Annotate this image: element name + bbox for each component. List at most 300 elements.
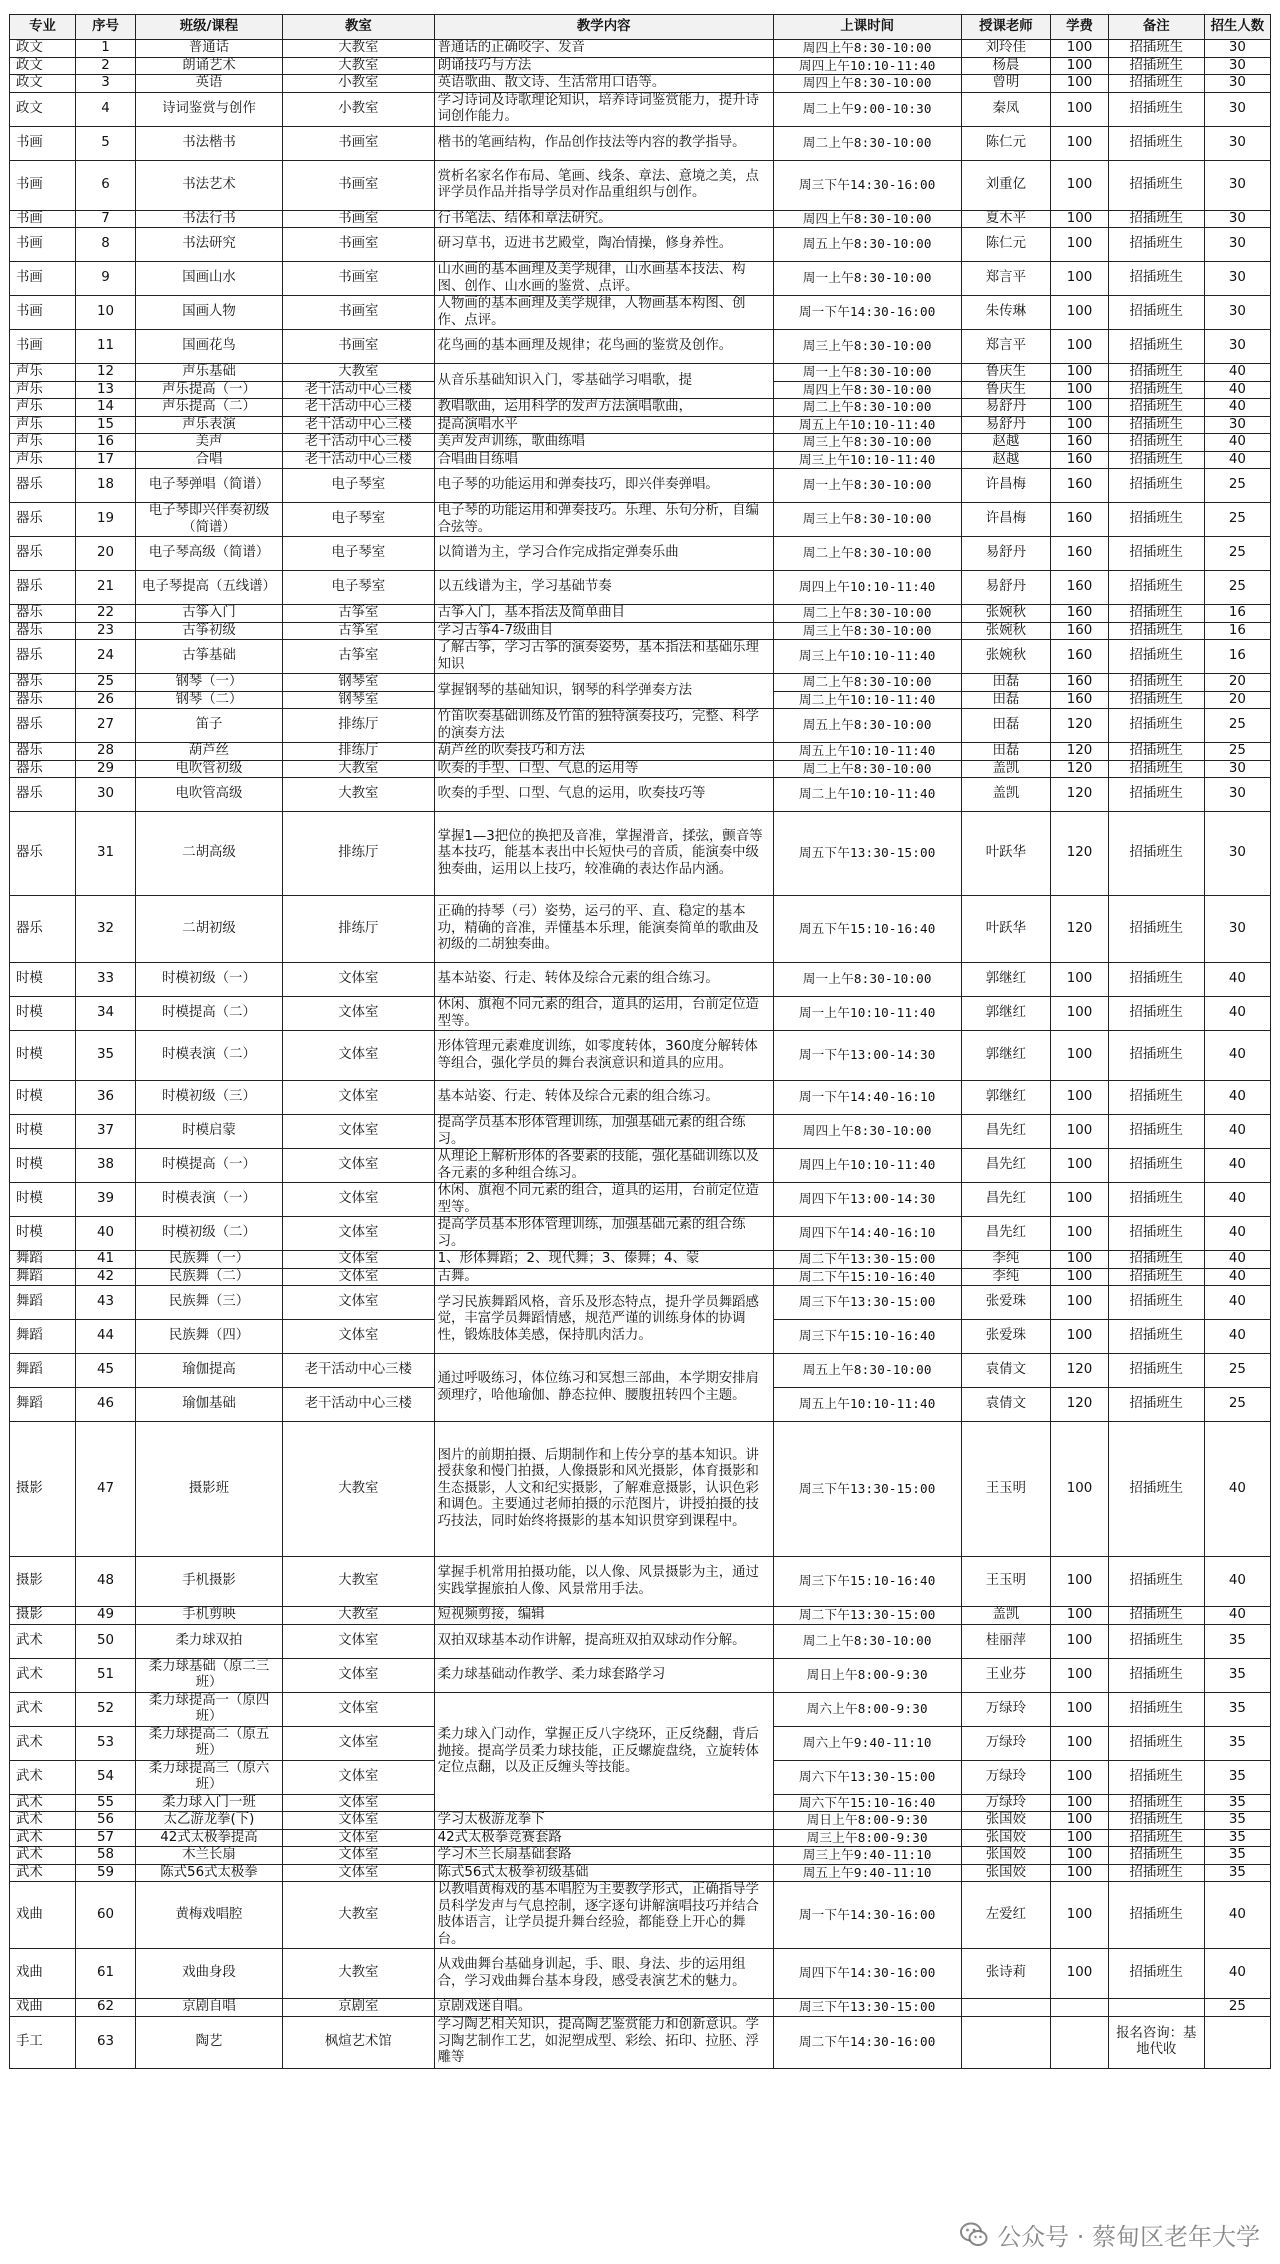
cell-course: 普通话 [135, 40, 282, 58]
table-row [10, 57, 1271, 75]
cell-room: 钢琴室 [283, 674, 434, 692]
cell-no: 33 [76, 963, 136, 997]
cell-room: 大教室 [283, 760, 434, 778]
cell-course: 时模初级（一） [135, 963, 282, 997]
cell-time: 周五上午8:30-10:00 [773, 228, 961, 262]
cell-quota: 30 [1204, 92, 1270, 126]
cell-time: 周二下午14:30-16:00 [773, 2016, 961, 2068]
cell-content: 学习诗词及诗歌理论知识，培养诗词鉴赏能力，提升诗词创作能力。 [434, 92, 773, 126]
cell-quota: 25 [1204, 1354, 1270, 1388]
cell-teacher: 秦凤 [961, 92, 1051, 126]
cell-content: 美声发声训练，歌曲练唱 [434, 434, 773, 452]
cell-content: 楷书的笔画结构，作品创作技法等内容的教学指导。 [434, 126, 773, 160]
cell-no: 13 [76, 381, 136, 399]
cell-major: 器乐 [10, 778, 76, 812]
table-row [10, 896, 1271, 963]
cell-content: 竹笛吹奏基础训练及竹笛的独特演奏技巧，完整、科学的演奏方法 [434, 709, 773, 743]
cell-room: 文体室 [283, 1692, 434, 1726]
cell-course: 书法艺术 [135, 160, 282, 210]
cell-no: 18 [76, 469, 136, 503]
cell-teacher: 田磊 [961, 709, 1051, 743]
cell-major: 器乐 [10, 469, 76, 503]
cell-no: 30 [76, 778, 136, 812]
cell-room: 文体室 [283, 1829, 434, 1847]
cell-content: 花鸟画的基本画理及规律；花鸟画的鉴赏及创作。 [434, 330, 773, 364]
cell-major: 时模 [10, 963, 76, 997]
cell-content: 学习陶艺相关知识，提高陶艺鉴赏能力和创新意识。学习陶艺制作工艺，如泥塑成型、彩绘、拓印、拉胚、浮雕等 [434, 2016, 773, 2068]
cell-room: 大教室 [283, 1422, 434, 1557]
cell-fee: 160 [1051, 451, 1109, 469]
cell-major: 政文 [10, 57, 76, 75]
cell-major: 时模 [10, 997, 76, 1031]
cell-no: 61 [76, 1949, 136, 1999]
cell-note: 招插班生 [1108, 296, 1204, 330]
table-row [10, 1999, 1271, 2017]
table-row [10, 399, 1271, 417]
cell-note: 招插班生 [1108, 640, 1204, 674]
cell-content: 电子琴的功能运用和弹奏技巧。乐理、乐句分析，自编合弦等。 [434, 503, 773, 537]
cell-course: 书法研究 [135, 228, 282, 262]
cell-note: 招插班生 [1108, 605, 1204, 623]
cell-note: 招插班生 [1108, 1268, 1204, 1286]
cell-course: 二胡高级 [135, 812, 282, 896]
cell-quota: 40 [1204, 1081, 1270, 1115]
table-row [10, 434, 1271, 452]
cell-content: 了解古筝，学习古筝的演奏姿势，基本指法和基础乐理知识 [434, 640, 773, 674]
cell-content: 以简谱为主，学习合作完成指定弹奏乐曲 [434, 537, 773, 571]
cell-course: 时模提高（二） [135, 997, 282, 1031]
cell-time: 周三下午14:30-16:00 [773, 160, 961, 210]
cell-room: 排练厅 [283, 709, 434, 743]
cell-major: 书画 [10, 160, 76, 210]
cell-quota: 30 [1204, 75, 1270, 93]
table-row [10, 674, 1271, 692]
table-row [10, 1624, 1271, 1658]
cell-room: 大教室 [283, 57, 434, 75]
cell-course: 陶艺 [135, 2016, 282, 2068]
cell-note: 招插班生 [1108, 381, 1204, 399]
cell-quota: 35 [1204, 1847, 1270, 1865]
header-fee: 学费 [1051, 15, 1109, 40]
cell-room: 大教室 [283, 778, 434, 812]
cell-time: 周日上午8:00-9:30 [773, 1812, 961, 1830]
cell-note: 招插班生 [1108, 434, 1204, 452]
cell-room: 大教室 [283, 1557, 434, 1607]
table-row [10, 2016, 1271, 2068]
cell-time: 周二上午8:30-10:00 [773, 537, 961, 571]
cell-note: 招插班生 [1108, 1760, 1204, 1794]
cell-quota: 35 [1204, 1794, 1270, 1812]
cell-note: 招插班生 [1108, 503, 1204, 537]
cell-time: 周二下午15:10-16:40 [773, 1268, 961, 1286]
cell-major: 时模 [10, 1115, 76, 1149]
cell-no: 4 [76, 92, 136, 126]
cell-fee: 100 [1051, 126, 1109, 160]
cell-fee: 120 [1051, 778, 1109, 812]
cell-major: 书画 [10, 126, 76, 160]
cell-note: 招插班生 [1108, 364, 1204, 382]
cell-major: 时模 [10, 1183, 76, 1217]
cell-fee: 100 [1051, 1847, 1109, 1865]
cell-fee: 100 [1051, 40, 1109, 58]
cell-teacher: 曾明 [961, 75, 1051, 93]
cell-course: 京剧自唱 [135, 1999, 282, 2017]
cell-note: 招插班生 [1108, 40, 1204, 58]
cell-quota: 30 [1204, 330, 1270, 364]
cell-room: 小教室 [283, 75, 434, 93]
cell-no: 53 [76, 1726, 136, 1760]
table-row [10, 622, 1271, 640]
cell-teacher: 张爱珠 [961, 1320, 1051, 1354]
cell-quota: 35 [1204, 1812, 1270, 1830]
cell-fee: 100 [1051, 1320, 1109, 1354]
cell-major: 时模 [10, 1149, 76, 1183]
cell-content: 学习古筝4-7级曲目 [434, 622, 773, 640]
cell-room: 电子琴室 [283, 503, 434, 537]
cell-note: 招插班生 [1108, 416, 1204, 434]
cell-content: 英语歌曲、散文诗、生活常用口语等。 [434, 75, 773, 93]
cell-content: 吹奏的手型、口型、气息的运用，吹奏技巧等 [434, 778, 773, 812]
cell-note: 招插班生 [1108, 399, 1204, 417]
header-room: 教室 [283, 15, 434, 40]
table-row [10, 126, 1271, 160]
table-row [10, 92, 1271, 126]
cell-fee: 100 [1051, 1268, 1109, 1286]
cell-quota: 30 [1204, 160, 1270, 210]
cell-no: 34 [76, 997, 136, 1031]
cell-room: 小教室 [283, 92, 434, 126]
cell-no: 10 [76, 296, 136, 330]
cell-quota [1204, 2016, 1270, 2068]
cell-quota: 25 [1204, 709, 1270, 743]
table-row [10, 1354, 1271, 1388]
cell-major: 书画 [10, 330, 76, 364]
cell-major: 武术 [10, 1794, 76, 1812]
cell-course: 柔力球双拍 [135, 1624, 282, 1658]
cell-teacher: 袁倩文 [961, 1388, 1051, 1422]
table-row [10, 1847, 1271, 1865]
cell-time: 周五上午10:10-11:40 [773, 416, 961, 434]
table-row [10, 330, 1271, 364]
header-content: 教学内容 [434, 15, 773, 40]
header-note: 备注 [1108, 15, 1204, 40]
cell-time: 周四下午14:40-16:10 [773, 1217, 961, 1251]
table-row [10, 1422, 1271, 1557]
cell-no: 28 [76, 743, 136, 761]
cell-room: 电子琴室 [283, 571, 434, 605]
cell-teacher: 张诗莉 [961, 1949, 1051, 1999]
cell-room: 大教室 [283, 364, 434, 382]
cell-note: 招插班生 [1108, 1320, 1204, 1354]
cell-content: 电子琴的功能运用和弹奏技巧，即兴伴奏弹唱。 [434, 469, 773, 503]
cell-major: 手工 [10, 2016, 76, 2068]
cell-content: 以教唱黄梅戏的基本唱腔为主要教学形式，正确指导学员科学发声与气息控制，逐字逐句讲解演唱技巧并结合肢体语言，让学员提升舞台经验，都能登上开心的舞台。 [434, 1882, 773, 1949]
cell-room: 古筝室 [283, 640, 434, 674]
cell-no: 32 [76, 896, 136, 963]
cell-quota: 35 [1204, 1760, 1270, 1794]
cell-teacher: 张国姣 [961, 1847, 1051, 1865]
watermark-text: 公众号 · 蔡甸区老年大学 [997, 2223, 1260, 2251]
cell-quota: 40 [1204, 1183, 1270, 1217]
cell-note: 招插班生 [1108, 1812, 1204, 1830]
cell-quota: 20 [1204, 674, 1270, 692]
cell-quota: 30 [1204, 57, 1270, 75]
cell-note: 招插班生 [1108, 963, 1204, 997]
header-major: 专业 [10, 15, 76, 40]
cell-course: 国画花鸟 [135, 330, 282, 364]
table-row [10, 228, 1271, 262]
cell-time: 周二上午8:30-10:00 [773, 760, 961, 778]
cell-content: 赏析名家名作布局、笔画、线条、章法、意境之美，点评学员作品并指导学员对作品重组织与创作。 [434, 160, 773, 210]
table-row [10, 1949, 1271, 1999]
table-row [10, 743, 1271, 761]
cell-note: 招插班生 [1108, 571, 1204, 605]
cell-major: 武术 [10, 1624, 76, 1658]
cell-major: 时模 [10, 1217, 76, 1251]
cell-no: 43 [76, 1286, 136, 1320]
cell-content: 柔力球入门动作，掌握正反八字绕环，正反绕翻，背后抛接。提高学员柔力球技能，正反螺旋盘绕，立旋转体定位点翻，以及正反缠头等技能。 [434, 1692, 773, 1812]
cell-course: 黄梅戏唱腔 [135, 1882, 282, 1949]
cell-major: 器乐 [10, 709, 76, 743]
cell-fee: 160 [1051, 503, 1109, 537]
cell-course: 电子琴高级（简谱） [135, 537, 282, 571]
cell-room: 电子琴室 [283, 469, 434, 503]
cell-time: 周四上午8:30-10:00 [773, 210, 961, 228]
cell-room: 排练厅 [283, 896, 434, 963]
cell-quota: 30 [1204, 416, 1270, 434]
cell-note: 招插班生 [1108, 537, 1204, 571]
cell-fee: 160 [1051, 640, 1109, 674]
cell-time: 周一上午10:10-11:40 [773, 997, 961, 1031]
cell-note: 招插班生 [1108, 1607, 1204, 1625]
cell-major: 武术 [10, 1726, 76, 1760]
cell-teacher: 张国姣 [961, 1829, 1051, 1847]
cell-teacher: 陈仁元 [961, 228, 1051, 262]
cell-course: 声乐表演 [135, 416, 282, 434]
cell-quota: 30 [1204, 760, 1270, 778]
cell-fee: 100 [1051, 262, 1109, 296]
cell-fee: 160 [1051, 469, 1109, 503]
cell-teacher: 陈仁元 [961, 126, 1051, 160]
cell-note: 招插班生 [1108, 92, 1204, 126]
cell-content: 提高学员基本形体管理训练，加强基础元素的组合练习。 [434, 1115, 773, 1149]
cell-content: 吹奏的手型、口型、气息的运用等 [434, 760, 773, 778]
table-row [10, 364, 1271, 382]
cell-room: 老干活动中心三楼 [283, 399, 434, 417]
cell-major: 书画 [10, 228, 76, 262]
cell-no: 9 [76, 262, 136, 296]
cell-time: 周二上午8:30-10:00 [773, 126, 961, 160]
cell-room: 大教室 [283, 1882, 434, 1949]
cell-time: 周一上午8:30-10:00 [773, 262, 961, 296]
cell-fee: 120 [1051, 812, 1109, 896]
cell-course: 声乐基础 [135, 364, 282, 382]
cell-major: 舞蹈 [10, 1354, 76, 1388]
cell-no: 11 [76, 330, 136, 364]
cell-course: 42式太极拳提高 [135, 1829, 282, 1847]
cell-content: 朗诵技巧与方法 [434, 57, 773, 75]
cell-course: 民族舞（四） [135, 1320, 282, 1354]
cell-teacher: 叶跃华 [961, 896, 1051, 963]
cell-major: 摄影 [10, 1557, 76, 1607]
cell-major: 器乐 [10, 503, 76, 537]
cell-time: 周六下午15:10-16:40 [773, 1794, 961, 1812]
cell-quota: 16 [1204, 640, 1270, 674]
cell-time: 周二上午10:10-11:40 [773, 778, 961, 812]
cell-major: 政文 [10, 75, 76, 93]
table-row [10, 1268, 1271, 1286]
cell-room: 书画室 [283, 160, 434, 210]
cell-room: 书画室 [283, 296, 434, 330]
wechat-icon [959, 2220, 989, 2250]
cell-no: 52 [76, 1692, 136, 1726]
cell-fee: 160 [1051, 605, 1109, 623]
cell-time: 周一上午8:30-10:00 [773, 963, 961, 997]
cell-major: 声乐 [10, 416, 76, 434]
cell-no: 41 [76, 1251, 136, 1269]
cell-time: 周三下午15:10-16:40 [773, 1557, 961, 1607]
cell-content: 柔力球基础动作教学、柔力球套路学习 [434, 1658, 773, 1692]
cell-note: 招插班生 [1108, 743, 1204, 761]
cell-fee: 100 [1051, 75, 1109, 93]
cell-room: 文体室 [283, 1081, 434, 1115]
table-body [10, 40, 1271, 2069]
cell-quota: 30 [1204, 228, 1270, 262]
cell-teacher: 昌先红 [961, 1183, 1051, 1217]
cell-course: 瑜伽基础 [135, 1388, 282, 1422]
cell-content: 1、形体舞蹈；2、现代舞；3、傣舞；4、蒙 [434, 1251, 773, 1269]
cell-course: 民族舞（二） [135, 1268, 282, 1286]
cell-note: 招插班生 [1108, 451, 1204, 469]
table-row [10, 296, 1271, 330]
cell-content: 掌握钢琴的基础知识，钢琴的科学弹奏方法 [434, 674, 773, 709]
cell-time: 周二上午9:00-10:30 [773, 92, 961, 126]
cell-room: 老干活动中心三楼 [283, 451, 434, 469]
cell-room: 文体室 [283, 1760, 434, 1794]
table-row [10, 1217, 1271, 1251]
cell-note: 招插班生 [1108, 1183, 1204, 1217]
cell-major: 摄影 [10, 1422, 76, 1557]
cell-no: 39 [76, 1183, 136, 1217]
cell-no: 36 [76, 1081, 136, 1115]
cell-quota: 40 [1204, 381, 1270, 399]
cell-note: 招插班生 [1108, 126, 1204, 160]
cell-teacher: 张国姣 [961, 1812, 1051, 1830]
cell-note: 招插班生 [1108, 1847, 1204, 1865]
cell-no: 54 [76, 1760, 136, 1794]
cell-teacher: 赵越 [961, 434, 1051, 452]
cell-major: 器乐 [10, 743, 76, 761]
cell-room: 文体室 [283, 1726, 434, 1760]
cell-fee: 100 [1051, 1949, 1109, 1999]
cell-fee: 100 [1051, 1115, 1109, 1149]
cell-room: 老干活动中心三楼 [283, 434, 434, 452]
cell-major: 器乐 [10, 571, 76, 605]
cell-content: 合唱曲目练唱 [434, 451, 773, 469]
cell-fee: 100 [1051, 160, 1109, 210]
cell-content: 掌握手机常用拍摄功能，以人像、风景摄影为主，通过实践掌握旅拍人像、风景常用手法。 [434, 1557, 773, 1607]
cell-course: 柔力球提高三（原六班） [135, 1760, 282, 1794]
cell-course: 太乙游龙拳(下) [135, 1812, 282, 1830]
cell-note: 招插班生 [1108, 1354, 1204, 1388]
cell-teacher: 易舒丹 [961, 537, 1051, 571]
cell-time: 周三上午10:10-11:40 [773, 451, 961, 469]
cell-quota: 30 [1204, 40, 1270, 58]
cell-quota: 35 [1204, 1829, 1270, 1847]
cell-course: 时模初级（三） [135, 1081, 282, 1115]
cell-course: 陈式56式太极拳 [135, 1864, 282, 1882]
table-row [10, 778, 1271, 812]
header-teacher: 授课老师 [961, 15, 1051, 40]
table-row [10, 963, 1271, 997]
cell-note: 招插班生 [1108, 691, 1204, 709]
cell-teacher: 张婉秋 [961, 640, 1051, 674]
cell-content: 短视频剪接，编辑 [434, 1607, 773, 1625]
cell-time: 周三上午10:10-11:40 [773, 640, 961, 674]
cell-note: 招插班生 [1108, 896, 1204, 963]
cell-note: 招插班生 [1108, 1557, 1204, 1607]
cell-time: 周四上午8:30-10:00 [773, 381, 961, 399]
cell-time: 周三下午13:30-15:00 [773, 1286, 961, 1320]
cell-fee: 160 [1051, 622, 1109, 640]
cell-time: 周五上午8:30-10:00 [773, 709, 961, 743]
cell-room: 文体室 [283, 1847, 434, 1865]
cell-quota: 25 [1204, 503, 1270, 537]
cell-teacher: 鲁庆生 [961, 381, 1051, 399]
cell-quota: 16 [1204, 622, 1270, 640]
cell-teacher: 万绿玲 [961, 1692, 1051, 1726]
cell-course: 时模表演（二） [135, 1031, 282, 1081]
cell-content: 行书笔法、结体和章法研究。 [434, 210, 773, 228]
cell-quota: 40 [1204, 1949, 1270, 1999]
cell-course: 时模初级（二） [135, 1217, 282, 1251]
cell-fee: 100 [1051, 57, 1109, 75]
cell-time: 周三上午8:30-10:00 [773, 622, 961, 640]
cell-course: 戏曲身段 [135, 1949, 282, 1999]
cell-fee: 100 [1051, 1149, 1109, 1183]
cell-teacher: 张婉秋 [961, 622, 1051, 640]
cell-room: 文体室 [283, 1251, 434, 1269]
cell-note: 招插班生 [1108, 1864, 1204, 1882]
cell-quota: 40 [1204, 1115, 1270, 1149]
cell-course: 电子琴弹唱（简谱） [135, 469, 282, 503]
cell-fee: 160 [1051, 571, 1109, 605]
cell-note: 招插班生 [1108, 1217, 1204, 1251]
cell-time: 周三上午8:30-10:00 [773, 434, 961, 452]
cell-quota: 30 [1204, 210, 1270, 228]
cell-teacher: 盖凯 [961, 1607, 1051, 1625]
cell-quota: 40 [1204, 364, 1270, 382]
cell-fee: 100 [1051, 1882, 1109, 1949]
cell-note: 招插班生 [1108, 57, 1204, 75]
cell-fee: 100 [1051, 1183, 1109, 1217]
cell-quota: 40 [1204, 963, 1270, 997]
cell-time: 周一下午14:40-16:10 [773, 1081, 961, 1115]
cell-no: 29 [76, 760, 136, 778]
cell-content: 学习木兰长扇基础套路 [434, 1847, 773, 1865]
cell-fee: 100 [1051, 399, 1109, 417]
cell-fee: 100 [1051, 997, 1109, 1031]
cell-quota: 30 [1204, 896, 1270, 963]
cell-content: 从音乐基础知识入门，零基础学习唱歌，提 [434, 364, 773, 399]
cell-quota: 25 [1204, 469, 1270, 503]
cell-fee: 100 [1051, 963, 1109, 997]
cell-fee: 100 [1051, 1760, 1109, 1794]
cell-teacher: 田磊 [961, 674, 1051, 692]
cell-fee: 120 [1051, 709, 1109, 743]
cell-course: 电子琴提高（五线谱） [135, 571, 282, 605]
cell-teacher: 郑言平 [961, 262, 1051, 296]
